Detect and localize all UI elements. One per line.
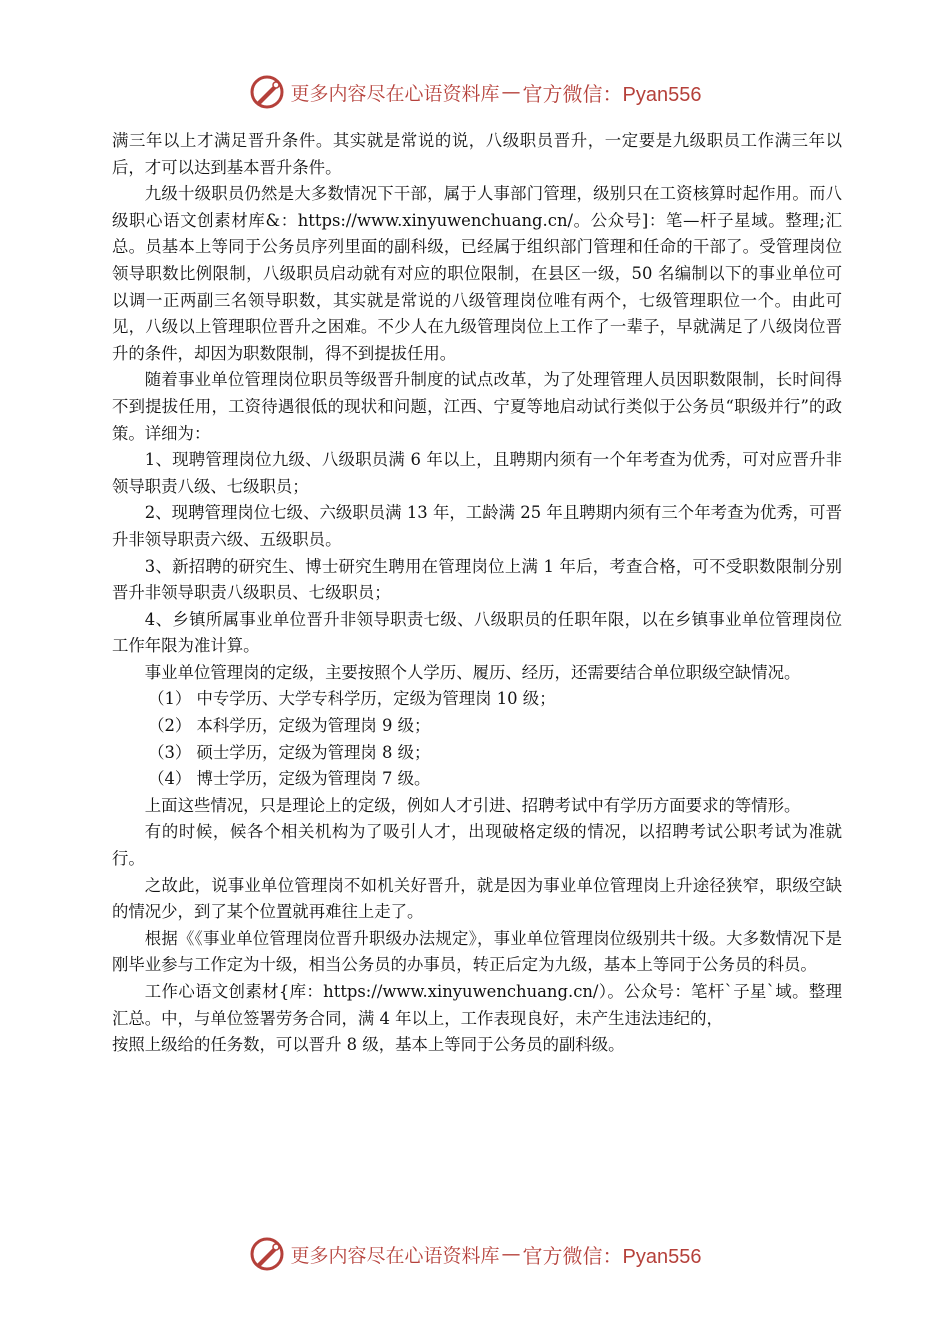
header-banner	[0, 72, 950, 112]
list-item: 3、新招聘的研究生、博士研究生聘用在管理岗位上满 1 年后，考查合格，可不受职数限制分别晋升非领导职责八级职员、七级职员；	[112, 556, 842, 603]
paragraph: 满三年以上才满足晋升条件。其实就是常说的说，八级职员晋升，一定要是九级职员工作满三年以后，才可以达到基本晋升条件。	[112, 131, 842, 177]
level-item: （4） 博士学历，定级为管理岗 7 级。	[148, 769, 431, 789]
pen-logo-icon	[249, 74, 285, 110]
banner-wechat: 官方微信：Pyan556	[522, 1245, 702, 1268]
paragraph: 事业单位管理岗的定级，主要按照个人学历、履历、经历，还需要结合单位职级空缺情况。	[144, 662, 801, 682]
paragraph: 有的时候，候各个相关机构为了吸引人才，出现破格定级的情况，以招聘考试公职考试为准就行。	[112, 822, 842, 869]
document-body	[112, 128, 842, 1059]
paragraph: 根据《《事业单位管理岗位晋升职级办法规定》，事业单位管理岗位级别共十级。大多数情况下是刚毕业参与工作定为十级，相当公务员的办事员，转正后定为九级，基本上等同于公务员的科员。	[112, 928, 842, 975]
level-item: （1） 中专学历、大学专科学历，定级为管理岗 10 级；	[148, 689, 556, 709]
footer-banner	[0, 1234, 950, 1274]
banner-wechat: 官方微信：Pyan556	[522, 83, 702, 106]
banner-text: 更多内容尽在心语资料库	[290, 82, 500, 105]
list-item: 2、现聘管理岗位七级、六级职员满 13 年，工龄满 25 年且聘期内须有三个年考查为优秀，可晋升非领导职责六级、五级职员。	[112, 503, 842, 549]
paragraph: 工作心语文创素材{库：https://www.xinyuwenchuang.cn/）。公众号：笔杆`子星`域。整理汇总。中，与单位签署劳务合同，满 4 年以上，工作表现良好，未产生违法违纪的，	[112, 982, 842, 1028]
pen-logo-icon	[249, 1236, 285, 1272]
level-item: （3） 硕士学历，定级为管理岗 8 级；	[148, 742, 431, 762]
list-item: 4、乡镇所属事业单位晋升非领导职责七级、八级职员的任职年限，以在乡镇事业单位管理岗位工作年限为准计算。	[112, 609, 842, 656]
closing-line: 按照上级给的任务数，可以晋升 8 级，基本上等同于公务员的副科级。	[112, 1035, 625, 1055]
paragraph: 之故此，说事业单位管理岗不如机关好晋升，就是因为事业单位管理岗上升途径狭窄，职级空缺的情况少，到了某个位置就再难往上走了。	[112, 875, 842, 922]
paragraph: 随着事业单位管理岗位职员等级晋升制度的试点改革，为了处理管理人员因职数限制，长时间得不到提拔任用，工资待遇很低的现状和问题，江西、宁夏等地启动试行类似于公务员“职级并行”的政策。详细为：	[112, 370, 842, 443]
list-item: 1、现聘管理岗位九级、八级职员满 6 年以上，且聘期内须有一个年考查为优秀，可对应晋升非领导职责八级、七级职员；	[112, 450, 842, 496]
paragraph: 上面这些情况，只是理论上的定级，例如人才引进、招聘考试中有学历方面要求的等情形。	[144, 795, 801, 815]
level-item: （2） 本科学历，定级为管理岗 9 级；	[148, 716, 431, 736]
banner-separator: —	[501, 1243, 521, 1265]
banner-text: 更多内容尽在心语资料库	[290, 1244, 500, 1267]
paragraph: 九级十级职员仍然是大多数情况下干部，属于人事部门管理，级别只在工资核算时起作用。而八级职心语文创素材库&：https://www.xinyuwenchuang.cn/。公众号]：笔—杆子星域。整理;汇总。员基本上等同于公务员序列里面的副科级，已经属于组织部门管理和任命的干部了。受管理岗位领导职数比例限制，八级职员启动就有对应的职位限制，在县区一级，50 名编制以下的事业单位可以调一正两副三名领导职数，其实就是常说的八级管理岗位唯有两个，七级管理职位一个。由此可见，八级以上管理职位晋升之困难。不少人在九级管理岗位上工作了一辈子，早就满足了八级岗位晋升的条件，却因为职数限制，得不到提拔任用。	[112, 184, 842, 363]
banner-separator: —	[501, 81, 521, 103]
